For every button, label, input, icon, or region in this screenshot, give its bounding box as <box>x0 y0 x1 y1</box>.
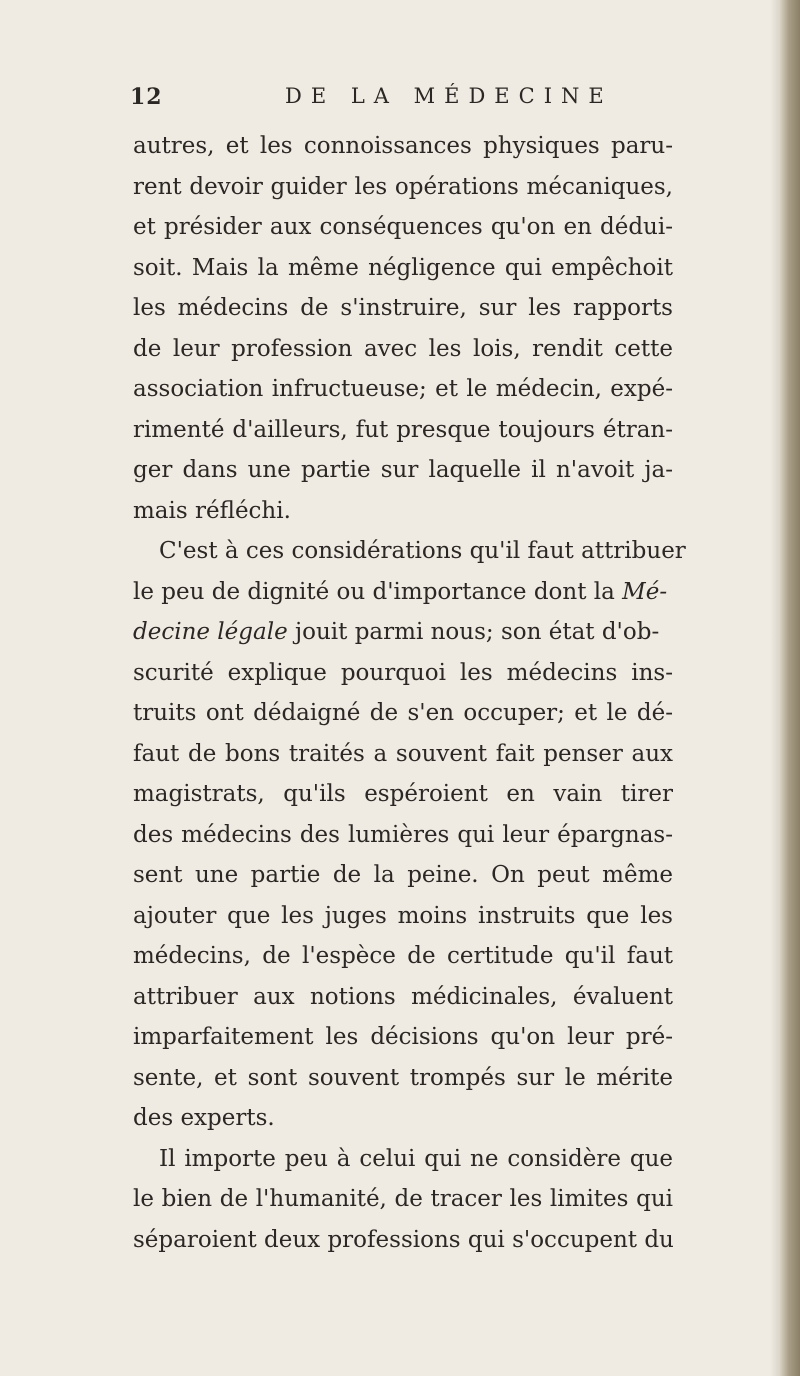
text-line: scurité explique pourquoi les médecins ins- <box>133 659 673 686</box>
text-line: truits ont dédaigné de s'en occuper; et le dé- <box>133 700 673 726</box>
text-line: rimenté d'ailleurs, fut presque toujours étran- <box>133 416 673 443</box>
text-line: le bien de l'humanité, de tracer les limites qui <box>133 1186 673 1212</box>
text-line: des experts. <box>133 1105 275 1131</box>
text-line: ger dans une partie sur laquelle il n'avoit ja- <box>133 457 673 483</box>
text-line: autres, et les connoissances physiques paru- <box>133 133 673 159</box>
page-gutter-shadow <box>770 0 780 1376</box>
text-line: des médecins des lumières qui leur épargnas- <box>133 821 673 848</box>
text-line: médecins, de l'espèce de certitude qu'il faut <box>133 943 673 969</box>
text-line: faut de bons traités a souvent fait penser aux <box>133 740 673 767</box>
page-header <box>130 84 660 120</box>
running-head: DE LA MÉDECINE <box>285 84 613 108</box>
text-fragment: le peu de dignité ou d'importance dont la <box>133 578 615 605</box>
text-line: de leur profession avec les lois, rendit cette <box>133 335 673 362</box>
text-line: C'est à ces considérations qu'il faut attribuer <box>159 538 686 564</box>
text-line: magistrats, qu'ils espéroient en vain tirer <box>133 781 673 807</box>
text-line: et présider aux conséquences qu'on en dédui- <box>133 214 673 240</box>
text-line: ajouter que les juges moins instruits que les <box>133 902 673 929</box>
text-line: imparfaitement les décisions qu'on leur pré- <box>133 1024 673 1050</box>
text-line-with-italic <box>133 612 673 653</box>
body-text <box>133 126 686 1260</box>
text-line: les médecins de s'instruire, sur les rapports <box>133 295 673 321</box>
page-number: 12 <box>130 84 163 110</box>
text-line: sente, et sont souvent trompés sur le mérite <box>133 1064 673 1091</box>
page-edge <box>780 0 800 1376</box>
text-line: soit. Mais la même négligence qui empêchoit <box>133 254 673 281</box>
text-line: Il importe peu à celui qui ne considère que <box>159 1145 673 1172</box>
text-line: sent une partie de la peine. On peut même <box>133 862 673 888</box>
text-line-with-italic <box>133 572 673 613</box>
text-fragment: jouit parmi nous; son état d'ob- <box>295 619 660 645</box>
text-line: attribuer aux notions médicinales, évaluent <box>133 983 673 1010</box>
text-line: rent devoir guider les opérations mécaniques, <box>133 173 673 200</box>
text-line: association infructueuse; et le médecin, expé- <box>133 376 673 402</box>
text-line: mais réfléchi. <box>133 497 291 524</box>
italic-term: decine légale <box>133 619 288 645</box>
text-line: séparoient deux professions qui s'occupent du <box>133 1226 674 1253</box>
italic-term: Mé- <box>622 578 668 605</box>
